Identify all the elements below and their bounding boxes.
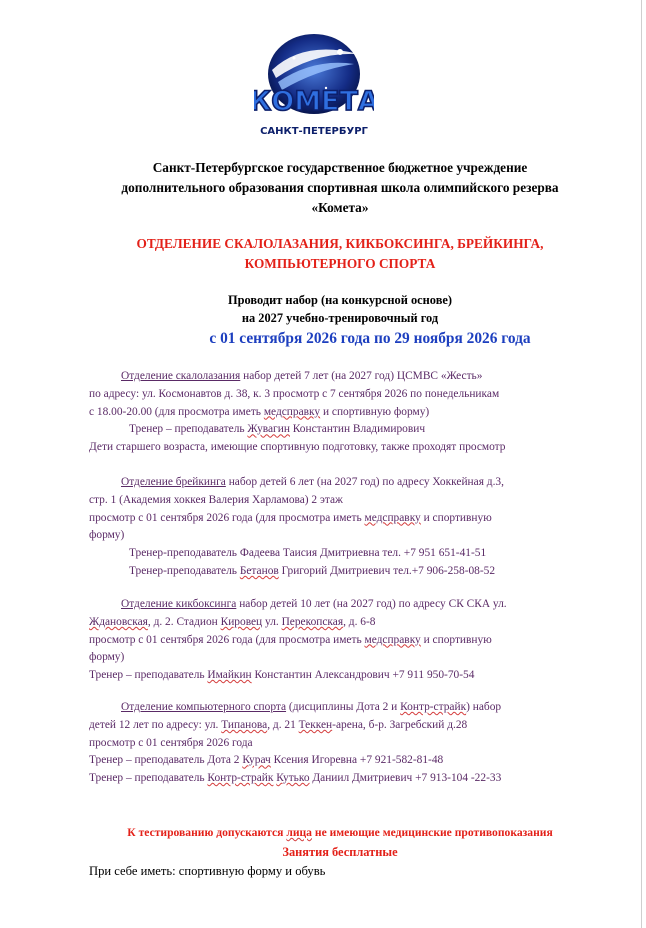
- climbing-section: Отделение скалолазания набор детей 7 лет (на 2027 год) ЦСМВС «Жесть» по адресу: ул. Космонавтов д. 38, к. 3 просмотр с 7 сентября 2026 по понедельникам с 18.00-20.00 (для просмотра иметь медсправку и спортивную форму) Тренер – преподаватель Жувагин Константин Владимирович Дети старшего возраста, имеющие спортивную подготовку, также проходят просмотр: [89, 368, 629, 457]
- breaking-section: Отделение брейкинга набор детей 6 лет (на 2027 год) по адресу Хоккейная д.3, стр. 1 (Академия хоккея Валерия Харламова) 2 этаж просмотр с 01 сентября 2026 года (для просмотра иметь медсправку и спортивную форму) Тренер-преподаватель Фадеева Таисия Дмитриевна тел. +7 951 651-41-51 Тренер-преподаватель Бетанов Григорий Дмитриевич тел.+7 906-258-08-52: [89, 474, 629, 581]
- esports-coach-2: Тренер – преподаватель Контр-страйк Кутько Даниил Дмитриевич +7 913-104 -22-33: [89, 772, 502, 785]
- department-title: [60, 234, 620, 274]
- kometa-logo: [254, 30, 374, 140]
- organization-name: [60, 158, 620, 218]
- esports-section: Отделение компьютерного спорта (дисциплины Дота 2 и Контр-страйк) набор детей 12 лет по адресу: ул. Типанова, д. 21 Теккен-арена, б-р. Загребский д.28 просмотр с 01 сентября 2026 года Тренер – преподаватель Дота 2 Курач Ксения Игоревна +7 921-582-81-48 Тренер – преподаватель Контр-страйк Кутько Даниил Дмитриевич +7 913-104 -22-33: [89, 699, 629, 788]
- logo-subtitle: САНКТ-ПЕТЕРБУРГ: [260, 126, 368, 137]
- climbing-title: Отделение скалолазания: [121, 370, 241, 382]
- breaking-coach-1: Тренер-преподаватель Фадеева Таисия Дмитриевна тел. +7 951 651-41-51: [129, 547, 487, 560]
- breaking-coach-2: Тренер-преподаватель Бетанов Григорий Дмитриевич тел.+7 906-258-08-52: [129, 564, 496, 577]
- admission-note: К тестированию допускаются лица не имеющие медицинские противопоказания: [127, 826, 553, 839]
- esports-title: Отделение компьютерного спорта: [121, 701, 287, 713]
- page-edge: [641, 0, 642, 928]
- climbing-line-1: набор детей 7 лет (на 2027 год) ЦСМВС «Жесть»: [240, 370, 483, 382]
- kickboxing-coach: Тренер – преподаватель Имайкин Константин Александрович +7 911 950-70-54: [89, 669, 475, 682]
- department-line-2: КОМПЬЮТЕРНОГО СПОРТА: [244, 256, 436, 271]
- recruitment-heading: [60, 291, 620, 327]
- recruit-line-2: на 2027 учебно-тренировочный год: [241, 311, 439, 325]
- climbing-note: Дети старшего возраста, имеющие спортивную подготовку, также проходят просмотр: [89, 441, 506, 454]
- esports-coach-1: Тренер – преподаватель Дота 2 Курач Ксения Игоревна +7 921-582-81-48: [89, 754, 444, 767]
- org-line-3: «Комета»: [311, 200, 369, 215]
- free-classes-note: Занятия бесплатные: [282, 845, 398, 859]
- org-line-2: дополнительного образования спортивная школа олимпийского резерва: [121, 180, 559, 195]
- climbing-line-2: по адресу: ул. Космонавтов д. 38, к. 3 просмотр с 7 сентября 2026 по понедельникам: [89, 387, 500, 400]
- breaking-title: Отделение брейкинга: [121, 476, 226, 488]
- recruit-line-1: Проводит набор (на конкурсной основе): [227, 293, 453, 307]
- logo-text: КОМЕТА: [254, 86, 374, 117]
- kickboxing-title: Отделение кикбоксинга: [121, 598, 237, 610]
- bring-items-note: При себе иметь: спортивную форму и обувь: [89, 864, 326, 878]
- department-line-1: ОТДЕЛЕНИЕ СКАЛОЛАЗАНИЯ, КИКБОКСИНГА, БРЕЙКИНГА,: [136, 236, 544, 251]
- kickboxing-section: Отделение кикбоксинга набор детей 10 лет (на 2027 год) по адресу СК СКА ул. Ждановская, д. 2. Стадион Кировец ул. Перекопская, д. 6-8 просмотр с 01 сентября 2026 года (для просмотра иметь медсправку и спортивную форму) Тренер – преподаватель Имайкин Константин Александрович +7 911 950-70-54: [89, 596, 629, 685]
- org-line-1: Санкт-Петербургское государственное бюджетное учреждение: [152, 160, 528, 175]
- recruitment-dates: с 01 сентября 2026 года по 29 ноября 2026 года: [209, 330, 531, 347]
